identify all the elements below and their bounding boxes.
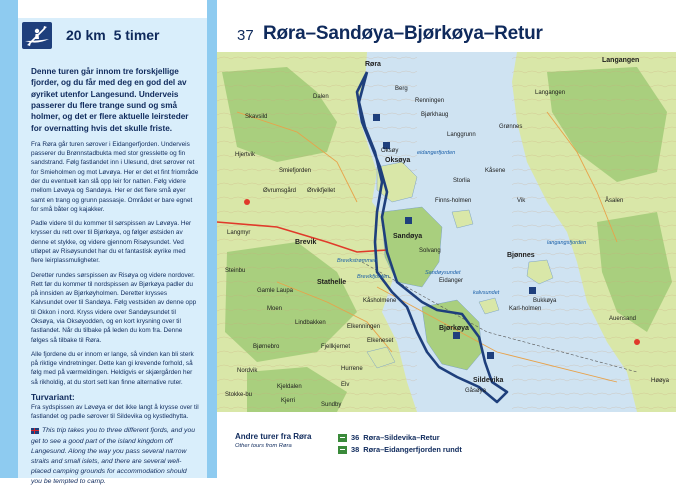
map-label: Ørvikfjellet [307,188,336,194]
english-text: This trip takes you to three different fjords, and you get to see a good part of the island kingdom off Langesund. Along the way you pass several narrow straits and small islets, and there are several well-placed camping grounds for accommodation should you be tempted to camp. [31,427,196,486]
map-label: Oksøya [385,157,411,164]
map-label: Oksøy [381,148,399,154]
map-label: Gamle Laupa [257,288,294,294]
map-canvas [217,52,676,412]
map-label: Stathelle [317,279,347,286]
map-label: Smiefjorden [279,168,312,174]
map-label: Solvang [419,248,441,254]
column-rail [207,0,217,478]
map-label: Grønnes [499,124,523,130]
route-link-number: 36 [351,433,360,442]
route-sign-icon [338,434,347,442]
paragraph: Deretter rundes sørspissen av Risøya og videre nordover. Rett før du kommer til nordspissen av Bjørkøya padler du på innsiden av Bjørkøyholmen. Deretter krysses Kalvsundet over til Sandøya. Følg vestsiden av denne opp til Okkon i nord. Kryss videre over Sandøysundet til Oksøya, via Oksøyodden, og en kort krysning over til fastlandet. Når du tilbake på leden du kom fra. Denne følges så tilbake til Røra. [31,271,197,344]
route-link[interactable] [338,432,462,443]
left-rail [0,0,18,478]
distance: 20 km [66,27,106,43]
water-label: Brevikstrømmen [337,258,378,264]
map-label: Elv [341,382,350,388]
map-label: Bjønnes [507,252,535,259]
intro-lead: Denne turen går innom tre forskjellige fjorder, og du får med deg en god del av øyriket utenfor Langesund. Underveis passerer du flere trange sund og små holmer, og det er flere aktuelle leirsteder for overnatting hvis det skulle friste. [31,67,189,133]
other-routes-list [338,432,462,456]
uk-flag-icon [31,428,39,434]
map-label: Renningen [415,98,445,104]
route-map [217,52,676,412]
other-tours-title: Andre turer fra Røra [235,432,312,441]
map-label: Storlia [453,178,471,184]
variant-heading: Turvariant: [31,391,75,402]
campsite-marker [453,332,460,339]
other-tours [235,432,311,449]
water-label: kalvsundet [473,290,500,296]
map-label: Finns-holmen [435,198,472,204]
contour-lines-east [512,52,676,412]
map-label: Bjørkøya [439,325,469,332]
trip-meta [66,27,164,43]
route-link-name: Røra–Sildevika–Retur [363,433,440,442]
map-label: Moen [267,306,283,312]
map-label: Kjeldalen [277,384,302,390]
campsite-marker [529,287,536,294]
water-label: Brevikfjorden [357,274,390,280]
map-label: Langgrunn [447,132,476,138]
map-label: Gåsøya [465,388,487,394]
trip-meta-header [18,18,207,52]
map-label: Elkenningen [347,324,381,330]
route-header [217,18,676,52]
duration: 5 timer [113,27,160,43]
map-label: Sundby [321,402,342,408]
campsite-marker [487,352,494,359]
map-label: Skavsild [245,114,268,120]
map-label: Bukkøya [533,298,557,304]
kayak-icon [22,22,52,49]
route-link-number: 38 [351,445,360,454]
map-label: Langangen [535,90,566,96]
water-label: eidangerfjorden [417,150,456,156]
map-label: Karl-holmen [509,306,542,312]
map-label: Dalen [313,94,329,100]
paragraph: Alle fjordene du er innom er lange, så vinden kan bli sterk på riktige vindretninger. Dette kan gi krevende forhold, så følg med på værmeldingen. Heldigvis er skjærgården her så rikholdig, at du stort sett kan finne alternative ruter. [31,350,194,386]
route-link-name: Røra–Eidangerfjorden rundt [363,445,462,454]
english-summary [31,426,199,487]
water-label: langangsfjorden [547,240,587,246]
map-label: Sildevika [473,377,504,384]
campsite-marker [373,114,380,121]
map-label: Øvrumsgård [263,188,297,194]
page-title: Røra–Sandøya–Bjørkøya–Retur [263,23,543,44]
map-label: Åsalen [605,198,624,204]
map-label: Langmyr [227,230,251,236]
other-tours-subtitle: Other tours from Røra [235,443,292,449]
map-label: Fjellkjernet [321,344,351,350]
map-label: Bjørnebro [253,344,280,350]
map-label: Elkeneset [367,338,394,344]
variant-text: Fra sydspissen av Løvøya er det ikke langt å krysse over til fastlandet og padle sørover til Sildevika og kystledhytta. [31,403,199,421]
map-label: Brevik [295,239,317,246]
paragraph: Padle videre til du kommer til sørspissen av Løvøya. Her krysser du rett over til Bjørkøya, og følger østsiden av denne et stykke, og videre gjennom Risøysundet. Ved utløpet av Risøysundet har du et fantastisk øyrike med flere leirplassmuligheter. [31,220,192,265]
route-number: 37 [237,27,254,44]
paragraph: Fra Røra går turen sørover i Eidangerfjorden. Underveis passerer du Brønnstadbukta med stor gresslette og fin sandstrand. Følg fastlandet inn i Ulesund, dret sørover ret for Smieholmen og mot Løvøya. Her er det et fint friområde der du eventuelt kan slå opp leir for natten. Følg videre mellom Løvøya og Sandøya. Her er det flere små øyer samt en trang og grunn passasje. Området er bare egnet for små båter og kajakker. [31,140,199,213]
map-label: Bjørkhaug [421,112,449,118]
map-label: Kjerri [281,398,296,404]
map-label: Eidanger [439,278,464,284]
map-label: Nordvik [237,368,258,374]
map-label: Sandøya [393,233,423,240]
map-label: Kåsene [485,168,506,174]
map-label: Høøya [651,378,669,384]
map-label: Langangen [602,57,640,64]
campsite-marker [405,217,412,224]
water-label: Sandøysundet [425,270,461,276]
map-label: Hurrene [341,366,363,372]
poi-marker [634,339,640,345]
map-label: Vik [517,198,526,204]
map-label: Røra [365,61,381,68]
map-label: Hjertvik [235,152,256,158]
description-column [18,52,207,486]
map-label: Berg [395,86,408,92]
route-link[interactable] [338,444,462,455]
poi-marker [244,199,250,205]
map-label: Kåsholmene [363,298,397,304]
map-label: Steinbu [225,268,246,274]
map-label: Stokke-bu [225,392,253,398]
route-sign-icon [338,446,347,454]
map-label: Auensand [609,316,637,322]
map-label: Lindbakken [295,320,326,326]
